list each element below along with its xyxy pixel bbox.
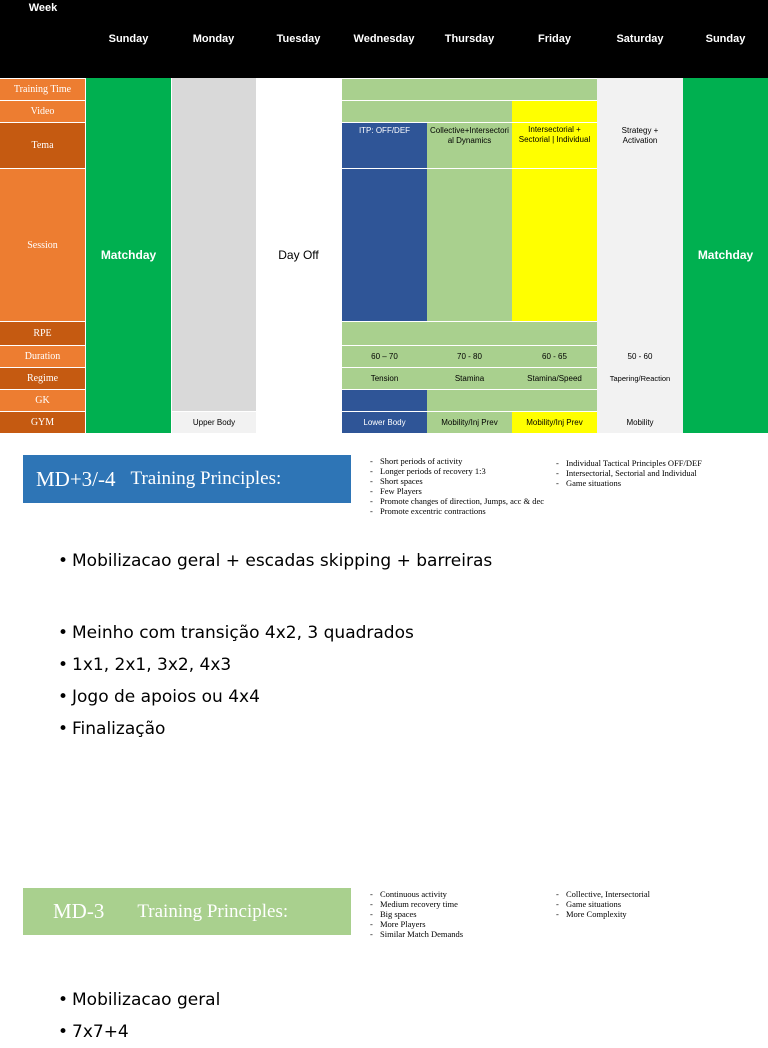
week-label: Week: [28, 2, 58, 14]
principle-item: - Short periods of activity: [370, 456, 545, 466]
principle-item: - Continuous activity: [370, 889, 545, 899]
thu-rpe: [427, 322, 512, 345]
row-label-text: Regime: [26, 373, 59, 384]
row-label-text: GYM: [30, 417, 55, 428]
day-header-sunday: [86, 0, 171, 78]
row-label-text: GK: [35, 395, 50, 406]
section1-item-group-b: [58, 617, 758, 745]
principle-item: - Collective, Intersectorial: [556, 889, 721, 899]
list-item: • Finalização: [58, 713, 758, 745]
row-label-text: Tema: [31, 140, 54, 151]
principle-item: - Few Players: [370, 486, 545, 496]
sat-regime: [597, 368, 683, 389]
section2-banner: [23, 888, 351, 935]
list-item: • Meinho com transição 4x2, 3 quadrados: [58, 617, 758, 649]
section2-items: [58, 984, 758, 1048]
fri-regime: [512, 368, 597, 389]
row-label-training-time: [0, 79, 85, 100]
wed-training-time: [342, 79, 427, 100]
section2-principles-right: [556, 889, 721, 919]
duration-text: 70 - 80: [457, 351, 482, 361]
section2-principles-left: [370, 889, 545, 939]
wed-video: [342, 101, 427, 122]
day-header-tuesday: [256, 0, 341, 78]
sat-duration: [597, 346, 683, 367]
matchday-cell-sunday: [86, 78, 171, 433]
sat-tema: [597, 123, 683, 168]
gym-text: Mobility/Inj Prev: [526, 417, 583, 427]
tuesday-day-off: [256, 78, 341, 433]
row-label-duration: [0, 346, 85, 367]
row-label-text: Duration: [24, 351, 61, 362]
tema-text: Intersectorial + Sectorial | Individual: [518, 125, 591, 144]
row-label-text: Training Time: [13, 84, 72, 95]
thu-gym: [427, 412, 512, 433]
thu-tema: [427, 123, 512, 168]
principle-item: - Medium recovery time: [370, 899, 545, 909]
section1-title: Training Principles:: [130, 468, 282, 489]
fri-training-time: [512, 79, 597, 100]
list-item: • Jogo de apoios ou 4x4: [58, 681, 758, 713]
principle-item: - Promote excentric contractions: [370, 506, 545, 516]
day-label: Friday: [537, 33, 571, 45]
day-label: Thursday: [444, 33, 495, 45]
row-label-regime: [0, 368, 85, 389]
day-label: Sunday: [705, 33, 746, 45]
row-label-text: Session: [27, 239, 58, 251]
duration-text: 60 – 70: [371, 351, 398, 361]
tema-text: Strategy + Activation: [621, 126, 659, 145]
day-label: Wednesday: [353, 33, 415, 45]
principle-item: - More Players: [370, 919, 545, 929]
row-label-session: [0, 169, 85, 321]
day-label: Saturday: [616, 33, 664, 45]
thu-session: [427, 169, 512, 321]
fri-duration: [512, 346, 597, 367]
section1-banner: [23, 455, 351, 503]
week-header: [0, 0, 86, 78]
tema-text: Collective+Intersectorial Dynamics: [430, 126, 509, 145]
wed-gk: [342, 390, 427, 411]
section1-principles-right: [556, 458, 721, 488]
day-off-label: Day Off: [278, 248, 319, 263]
wed-session: [342, 169, 427, 321]
monday-gym-cell: [172, 412, 256, 433]
row-label-text: RPE: [33, 328, 52, 339]
row-label-rpe: [0, 322, 85, 345]
regime-text: Tapering/Reaction: [609, 374, 671, 383]
thu-duration: [427, 346, 512, 367]
row-label-gk: [0, 390, 85, 411]
principle-item: - Big spaces: [370, 909, 545, 919]
gym-text: Mobility: [626, 417, 654, 427]
principle-item: - Longer periods of recovery 1:3: [370, 466, 545, 476]
wed-regime: [342, 368, 427, 389]
wed-gym: [342, 412, 427, 433]
principle-item: - Game situations: [556, 899, 721, 909]
fri-video: [512, 101, 597, 122]
day-header-saturday: [597, 0, 683, 78]
day-label: Monday: [192, 33, 235, 45]
fri-gk: [512, 390, 597, 411]
row-label-video: [0, 101, 85, 122]
regime-text: Stamina/Speed: [527, 373, 582, 383]
day-header-monday: [171, 0, 256, 78]
monday-column: [172, 78, 256, 411]
principle-item: - Similar Match Demands: [370, 929, 545, 939]
thu-gk: [427, 390, 512, 411]
row-label-tema: [0, 123, 85, 168]
section1-md: MD+3/-4: [36, 466, 116, 491]
sat-gym: [597, 412, 683, 433]
duration-text: 50 - 60: [627, 351, 653, 361]
gym-text: Mobility/Inj Prev: [441, 417, 498, 427]
principle-item: - Game situations: [556, 478, 721, 488]
list-item: • 7x7+4: [58, 1016, 758, 1048]
fri-rpe: [512, 322, 597, 345]
regime-text: Stamina: [454, 373, 485, 383]
principle-item: - Promote changes of direction, Jumps, acc & dec: [370, 496, 545, 506]
day-header-friday: [512, 0, 597, 78]
fri-session: [512, 169, 597, 321]
thu-regime: [427, 368, 512, 389]
thu-training-time: [427, 79, 512, 100]
wed-tema: [342, 123, 427, 168]
matchday-cell-sunday-next: [683, 78, 768, 433]
tema-text: ITP: OFF/DEF: [358, 126, 411, 135]
matchday-label: Matchday: [697, 248, 754, 263]
section1-item-group-a: [58, 551, 758, 571]
gym-text: Upper Body: [192, 417, 236, 427]
day-label: Sunday: [108, 33, 149, 45]
day-header-thursday: [427, 0, 512, 78]
duration-text: 60 - 65: [542, 351, 567, 361]
principle-item: - Individual Tactical Principles OFF/DEF: [556, 458, 721, 468]
list-item: • 1x1, 2x1, 3x2, 4x3: [58, 649, 758, 681]
gym-text: Lower Body: [363, 417, 406, 427]
section2-title: Training Principles:: [137, 900, 289, 922]
day-header-wednesday: [341, 0, 427, 78]
regime-text: Tension: [370, 373, 399, 383]
day-header-sunday-next: [683, 0, 768, 78]
list-item: • Mobilizacao geral: [58, 984, 758, 1016]
fri-gym: [512, 412, 597, 433]
wed-duration: [342, 346, 427, 367]
principle-item: - More Complexity: [556, 909, 721, 919]
matchday-label: Matchday: [100, 248, 157, 263]
day-label: Tuesday: [276, 33, 321, 45]
row-label-gym: [0, 412, 85, 433]
section2-md: MD-3: [53, 899, 105, 923]
section1-principles-left: [370, 456, 545, 516]
principle-item: - Intersectorial, Sectorial and Individual: [556, 468, 721, 478]
wed-rpe: [342, 322, 427, 345]
fri-tema: [512, 123, 597, 168]
principle-item: - Short spaces: [370, 476, 545, 486]
list-item: • Mobilizacao geral + escadas skipping + barreiras: [58, 551, 758, 571]
row-label-text: Video: [30, 106, 55, 117]
thu-video: [427, 101, 512, 122]
